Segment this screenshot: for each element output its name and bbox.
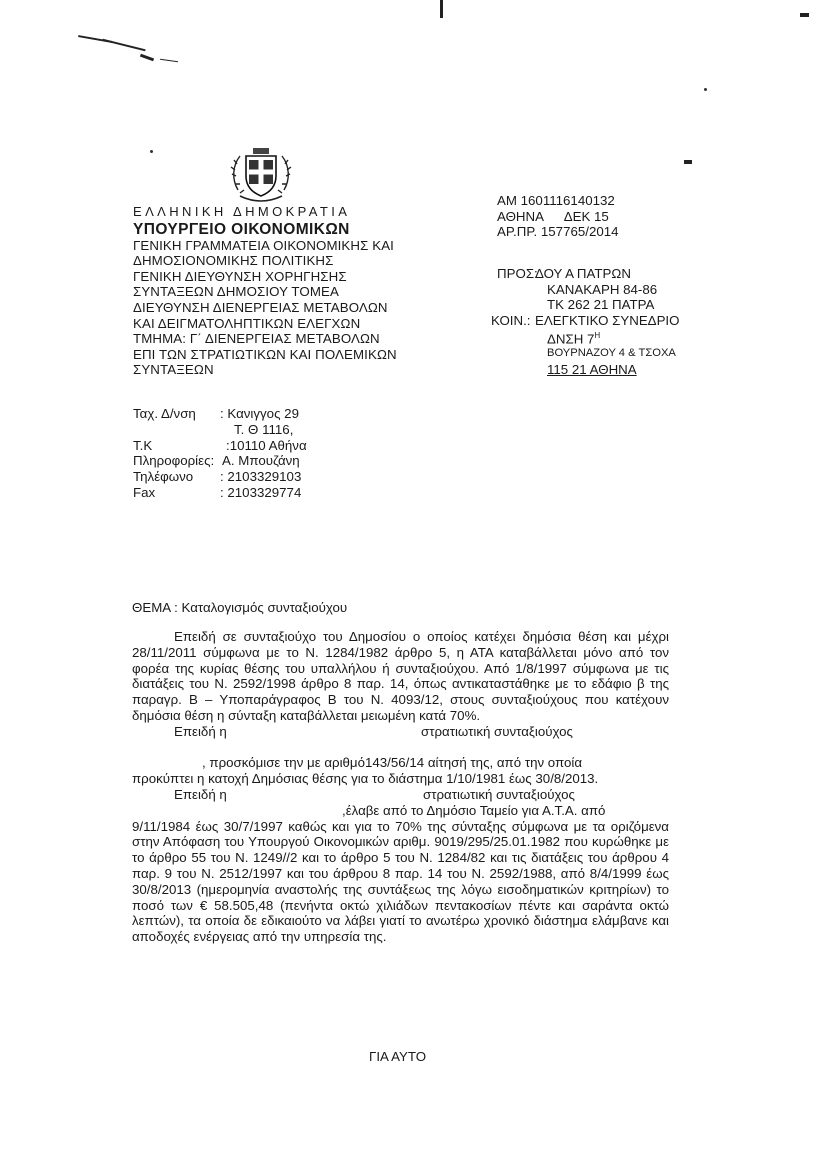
phone-value: : 2103329103: [220, 469, 302, 485]
paragraph: Επειδή σε συνταξιούχο του Δημοσίου ο οποίος κατέχει δημόσια θέση και μέχρι 28/11/2011 σύμφωνα με το Ν. 1284/1982 άρθρο 5, η ΑΤΑ καταβάλλεται μόνο από τον φορέα της κυρίας θέσης του υπαλλήλου ή συνταξιούχου. Από 1/8/1997 σύμφωνα με τις διατάξεις του Ν. 2592/1998 άρθρο 8 παρ. 14, όπως αντικαταστάθηκε με το εδάφιο β της παραγρ. Β – Υποπαράγραφος Β του Ν. 4093/12, στους συνταξιούχους που κατέχουν δημόσια θέση η σύνταξη καταβάλλεται μειωμένη κατά 70%.: [132, 629, 669, 723]
ministry-name: ΥΠΟΥΡΓΕΙΟ ΟΙΚΟΝΟΜΙΚΩΝ: [133, 220, 350, 238]
to-label: ΠΡΟΣ:: [497, 266, 538, 281]
department-line: ΕΠΙ ΤΩΝ ΣΤΡΑΤΙΩΤΙΚΩΝ ΚΑΙ ΠΟΛΕΜΙΚΩΝ: [133, 346, 397, 362]
department-line: ΚΑΙ ΔΕΙΓΜΑΤΟΛΗΠΤΙΚΩΝ ΕΛΕΓΧΩΝ: [133, 315, 361, 331]
po-box-value: Τ. Θ 1116,: [234, 421, 294, 437]
department-line: ΔΙΕΥΘΥΝΣΗ ΔΙΕΝΕΡΓΕΙΑΣ ΜΕΤΑΒΟΛΩΝ: [133, 299, 388, 315]
to-line: ΤΚ 262 21 ΠΑΤΡΑ: [547, 297, 655, 312]
cc-line: ΒΟΥΡΝΑΖΟΥ 4 & ΤΣΟΧΑ: [547, 346, 676, 359]
paragraph-line: προκύπτει η κατοχή Δημόσιας θέσης για το διάστημα 1/10/1981 έως 30/8/2013.: [132, 771, 599, 787]
scan-mark: [140, 54, 154, 62]
protocol-number: ΑΡ.ΠΡ. 157765/2014: [497, 224, 619, 240]
address-label: Ταχ. Δ/νση: [133, 406, 196, 421]
reference-block: [497, 193, 619, 240]
fax-label: Fax: [133, 484, 156, 500]
postal-code-label: Τ.Κ: [133, 437, 153, 453]
scan-mark: [160, 59, 178, 62]
am-number: ΑΜ 1601116140132: [497, 193, 615, 208]
paragraph-line: , προσκόμισε την με αριθμό143/56/14 αίτησή της, από την οποία: [202, 755, 583, 771]
department-line: ΤΜΗΜΑ: Γ΄ ΔΙΕΝΕΡΓΕΙΑΣ ΜΕΤΑΒΟΛΩΝ: [133, 331, 380, 347]
city: ΑΘΗΝΑ: [497, 208, 545, 224]
letter-body: [132, 629, 669, 945]
scan-mark: [102, 39, 145, 52]
cc-line: 115 21 ΑΘΗΝΑ: [547, 362, 637, 377]
date: ΔΕΚ 15: [563, 208, 609, 224]
closing-heading: ΓΙΑ ΑΥΤΟ: [369, 1049, 427, 1064]
department-line: ΔΗΜΟΣΙΟΝΟΜΙΚΗΣ ΠΟΛΙΤΙΚΗΣ: [133, 253, 334, 269]
subject-line: ΘΕΜΑ : Καταλογισμός συνταξιούχου: [132, 600, 348, 615]
cc-line: ΔΝΣΗ 7: [547, 331, 595, 347]
paragraph-line: ,έλαβε από το Δημόσιο Ταμείο για Α.Τ.Α. από: [342, 802, 606, 818]
state-name: ΕΛΛΗΝΙΚΗ ΔΗΜΟΚΡΑΤΙΑ: [133, 204, 351, 219]
paragraph: 9/11/1984 έως 30/7/1997 καθώς και για το 70% της σύνταξης σύμφωνα με τα οριζόμενα στην Απόφαση του Υπουργού Οικονομικών αριθμ. 9019/295/25.01.1982 που κυρώθηκε με το άρθρο 55 του Ν. 1249//2 και το άρθρο 5 του Ν. 1284/82 και τις διατάξεις του άρθρου 4 παρ. 9 του Ν. 2512/1997 και του άρθρου 8 παρ. 14 του Ν. 2592/1988, από 8/4/1999 έως 30/8/2013 (ημερομηνία αναστολής της συντάξεως της λόγω εισοδηματικών κριτηρίων) το ποσό των € 58.505,48 (πενήντα οκτώ χιλιάδων πεντακοσίων πέντε και σαράντα οκτώ λεπτών), τα οποία δε εδικαιούτο να λάβει γιατί το ανωτέρω χρονικό διάστημα ελάμβανε και αποδοχές ενέργειας από την υπηρεσία της.: [132, 818, 669, 945]
pensioner-role: στρατιωτική συνταξιούχος: [421, 723, 573, 739]
postal-code-value: :10110 Αθήνα: [226, 437, 307, 453]
to-line: ΔΟΥ Α ΠΑΤΡΩΝ: [535, 266, 631, 281]
cc-label: ΚΟΙΝ.:: [491, 312, 531, 328]
cc-superscript: Η: [594, 331, 601, 340]
sender-block: [133, 204, 453, 378]
scan-mark: [440, 0, 443, 18]
scan-dot: [150, 150, 153, 153]
department-line: ΓΕΝΙΚΗ ΔΙΕΥΘΥΝΣΗ ΧΟΡΗΓΗΣΗΣ: [133, 268, 347, 284]
paragraph-lead: Επειδή η: [174, 786, 227, 802]
info-label: Πληροφορίες:: [133, 453, 215, 469]
department-line: ΣΥΝΤΑΞΕΩΝ ΔΗΜΟΣΙΟΥ ΤΟΜΕΑ: [133, 284, 339, 300]
department-line: ΣΥΝΤΑΞΕΩΝ: [133, 362, 214, 378]
scan-mark: [684, 160, 692, 164]
address-value: : Κανιγγος 29: [220, 406, 299, 421]
phone-label: Τηλέφωνο: [133, 469, 194, 485]
to-line: ΚΑΝΑΚΑΡΗ 84-86: [547, 281, 658, 297]
scan-mark: [800, 13, 809, 17]
paragraph-lead: Επειδή η: [174, 723, 227, 739]
fax-value: : 2103329774: [220, 484, 302, 500]
greek-coat-of-arms-icon: [230, 146, 292, 206]
scan-dot: [704, 88, 707, 91]
info-value: Α. Μπουζάνη: [222, 453, 300, 469]
pensioner-role: στρατιωτική συνταξιούχος: [423, 786, 575, 802]
department-line: ΓΕΝΙΚΗ ΓΡΑΜΜΑΤΕΙΑ ΟΙΚΟΝΟΜΙΚΗΣ ΚΑΙ: [133, 237, 394, 253]
cc-line: ΕΛΕΓΚΤΙΚΟ ΣΥΝΕΔΡΙΟ: [535, 312, 680, 328]
